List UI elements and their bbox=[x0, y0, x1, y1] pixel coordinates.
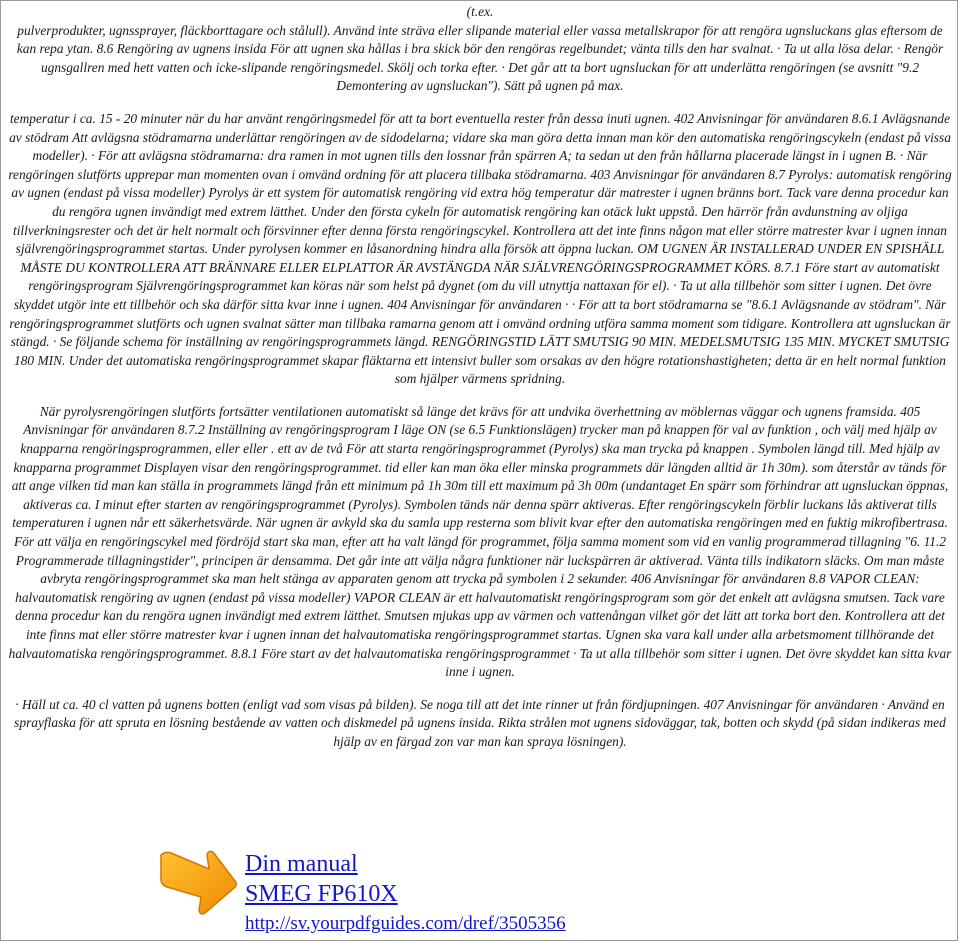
text-paragraph: temperatur i ca. 15 - 20 minuter när du har använt rengöringsmedel för att ta bort eventuella rester från dessa inuti ugnen. 402 Anvisningar för användaren 8.6.1 Avlägsnande av stödram Att avlägsna stödramarna underlättar rengöringen av de sidodelarna; vidare ska man göra detta innan man kör den automatiska rengöringscykeln (endast på vissa modeller). · För att avlägsna stödramarna: dra ramen in mot ugnen tills den lossnar från spärren A; ta sedan ut den från hållarna placerade längst in i ugnen B. · När rengöringen slutförts upprepar man momenten ovan i omvänd ordning för att placera tillbaka stödramarna. 403 Anvisningar för användaren 8.7 Pyrolys: automatisk rengöring av ugnen (endast på vissa modeller) Pyrolys är ett system för automatisk rengöring vid extra hög temperatur där matrester i ugnen bränns bort. Tack vare denna procedur kan du rengöra ugnen invändigt med extrem lätthet. Under den första cykeln för automatisk rengöring kan otäck lukt uppstå. Den härrör från avdunstning av oljiga tillverkningsrester och det är helt normalt och försvinner efter denna första rengöringscykel. Kontrollera att det inte finns någon mat eller större matrester kvar i ugnen innan självrengöringsprogrammet startas. Under pyrolysen kommer en låsanordning hindra alla försök att öppna luckan. OM UGNEN ÄR INSTALLERAD UNDER EN SPISHÄLL MÅSTE DU KONTROLLERA ATT BRÄNNARE ELLER ELPLATTOR ÄR AVSTÄNGDA NÄR SJÄLVRENGÖRINGSPROGRAMMET KÖRS. 8.7.1 Före start av automatiskt rengöringsprogram Självrengöringsprogrammet kan köras när som helst på dygnet (om du vill utnyttja nattaxan för el). · Ta ut alla tillbehör som sitter i ugnen. Det övre skyddet utgör inte ett tillbehör och ska därför sitta kvar inne i ugnen. 404 Anvisningar för användaren · · För att ta bort stödramarna se "8.6.1 Avlägsnande av stödram". När rengöringsprogrammet slutförts och ugnen svalnat sätter man tillbaka ramarna genom att i omvänd ordning utföra samma moment som tidigare. Kontrollera att ugnsluckan är stängd. · Se följande schema för inställning av rengöringsprogrammets längd. RENGÖRINGSTID LÄTT SMUTSIG 90 MIN. MEDELSMUTSIG 135 MIN. MYCKET SMUTSIG 180 MIN. Under det automatiska rengöringsprogrammet skapar fläktarna ett intensivt buller som orsakas av den högre rotationshastigheten; detta är en helt normal funktion som hjälper värmens spridning. bbox=[8, 110, 952, 387]
document-body bbox=[7, 3, 953, 752]
text-paragraph: (t.ex. bbox=[466, 4, 494, 19]
text-paragraph: · Häll ut ca. 40 cl vatten på ugnens botten (enligt vad som visas på bilden). Se noga till att det inte rinner ut från fördjupningen. 407 Anvisningar för användaren · Använd en sprayflaska för att spruta en lösning bestående av vatten och diskmedel på ugnens insida. Rikta strålen mot ugnens sidoväggar, tak, botten och skydd (på sidan indikeras med hjälp av en färgad zon var man kan spraya lösningen). bbox=[14, 696, 946, 749]
text-paragraph: pulverprodukter, ugnssprayer, fläckborttagare och stålull). Använd inte sträva eller slipande material eller vassa metallskrapor för att rengöra ugnsluckans glas eftersom de kan repa ytan. 8.6 Rengöring av ugnens insida För att ugnen ska hållas i bra skick bör den rengöras regelbundet; vänta tills den har svalnat. · Ta ut alla lösa delar. · Rengör ugnsgallren med hett vatten och icke-slipande rengöringsmedel. Skölj och torka efter. · Det går att ta bort ugnsluckan för att underlätta rengöringen (se avsnitt "9.2 Demontering av ugnsluckan"). Sätt på ugnen på max. bbox=[16, 22, 944, 94]
manual-footer bbox=[157, 847, 857, 939]
model-link[interactable]: SMEG FP610X bbox=[245, 881, 398, 907]
din-manual-link[interactable]: Din manual bbox=[245, 851, 358, 877]
text-paragraph: När pyrolysrengöringen slutförts fortsätter ventilationen automatiskt så länge det krävs för att undvika överhettning av möblernas väggar och ugnens framsida. 405 Anvisningar för användaren 8.7.2 Inställning av rengöringsprogram I läge ON (se 6.5 Funktionslägen) trycker man på knappen för val av funktion , och välj med hjälp av knapparna rengöringsprogrammen, eller eller . ett av de två För att starta rengöringsprogrammet (Pyrolys) ska man trycka på knappen . Symbolen längd till. Med hjälp av knapparna programmet Displayen visar den rengöringsprogrammet. tid eller kan man öka eller minska programmets där längden alltid är 1h 30m). som återstår av tänds för att ange vilken tid man kan ställa in programmets längd från ett minimum på 1h 30m till ett maximum på 3h 00m (undantaget En spärr som förhindrar att ugnsluckan öppnas, aktiveras ca. I minut efter starten av rengöringsprogrammet (Pyrolys). Symbolen tänds när denna spärr aktiveras. Efter rengöringscykeln förblir luckans lås aktiverat tills temperaturen i ugnen når ett säkerhetsvärde. När ugnen är avkyld ska du samla upp resterna som blivit kvar efter den automatiska rengöringen med en fuktig mikrofibertrasa. För att välja en rengöringscykel med fördröjd start ska man, efter att ha valt längd för programmet, följa samma moment som vid en vanlig programmerad tillagning "6. 11.2 Programmerade tillagningstider", principen är densamma. Det går inte att välja några funktioner när luckspärren är aktiverad. Vänta tills indikatorn släcks. Om man måste avbryta rengöringsprogrammet ska man helt stänga av apparaten genom att trycka på symbolen i 2 sekunder. 406 Anvisningar för användaren 8.8 VAPOR CLEAN: halvautomatisk rengöring av ugnen (endast på vissa modeller) VAPOR CLEAN är ett halvautomatiskt rengöringsprogram som gör det enkelt att avlägsna smutsen. Tack vare denna procedur kan du rengöra ugnen invändigt med extrem lätthet. Smutsen mjukas upp av värmen och vattenångan vilket gör det lätt att torka bort den. Kontrollera att det inte finns mat eller större matrester kvar i ugnen innan det halvautomatiska rengöringsprogrammet startas. Ugnen ska vara kall under alla arbetsmoment tillhörande det halvautomatiska rengöringsprogrammet. 8.8.1 Före start av det halvautomatiska rengöringsprogrammet · Ta ut alla tillbehör som sitter i ugnen. Det övre skyddet kan sitta kvar inne i ugnen. bbox=[8, 403, 952, 680]
manual-links bbox=[245, 849, 566, 937]
manual-url-link[interactable]: http://sv.yourpdfguides.com/dref/3505356 bbox=[245, 913, 566, 934]
orange-arrow-icon bbox=[157, 847, 239, 921]
